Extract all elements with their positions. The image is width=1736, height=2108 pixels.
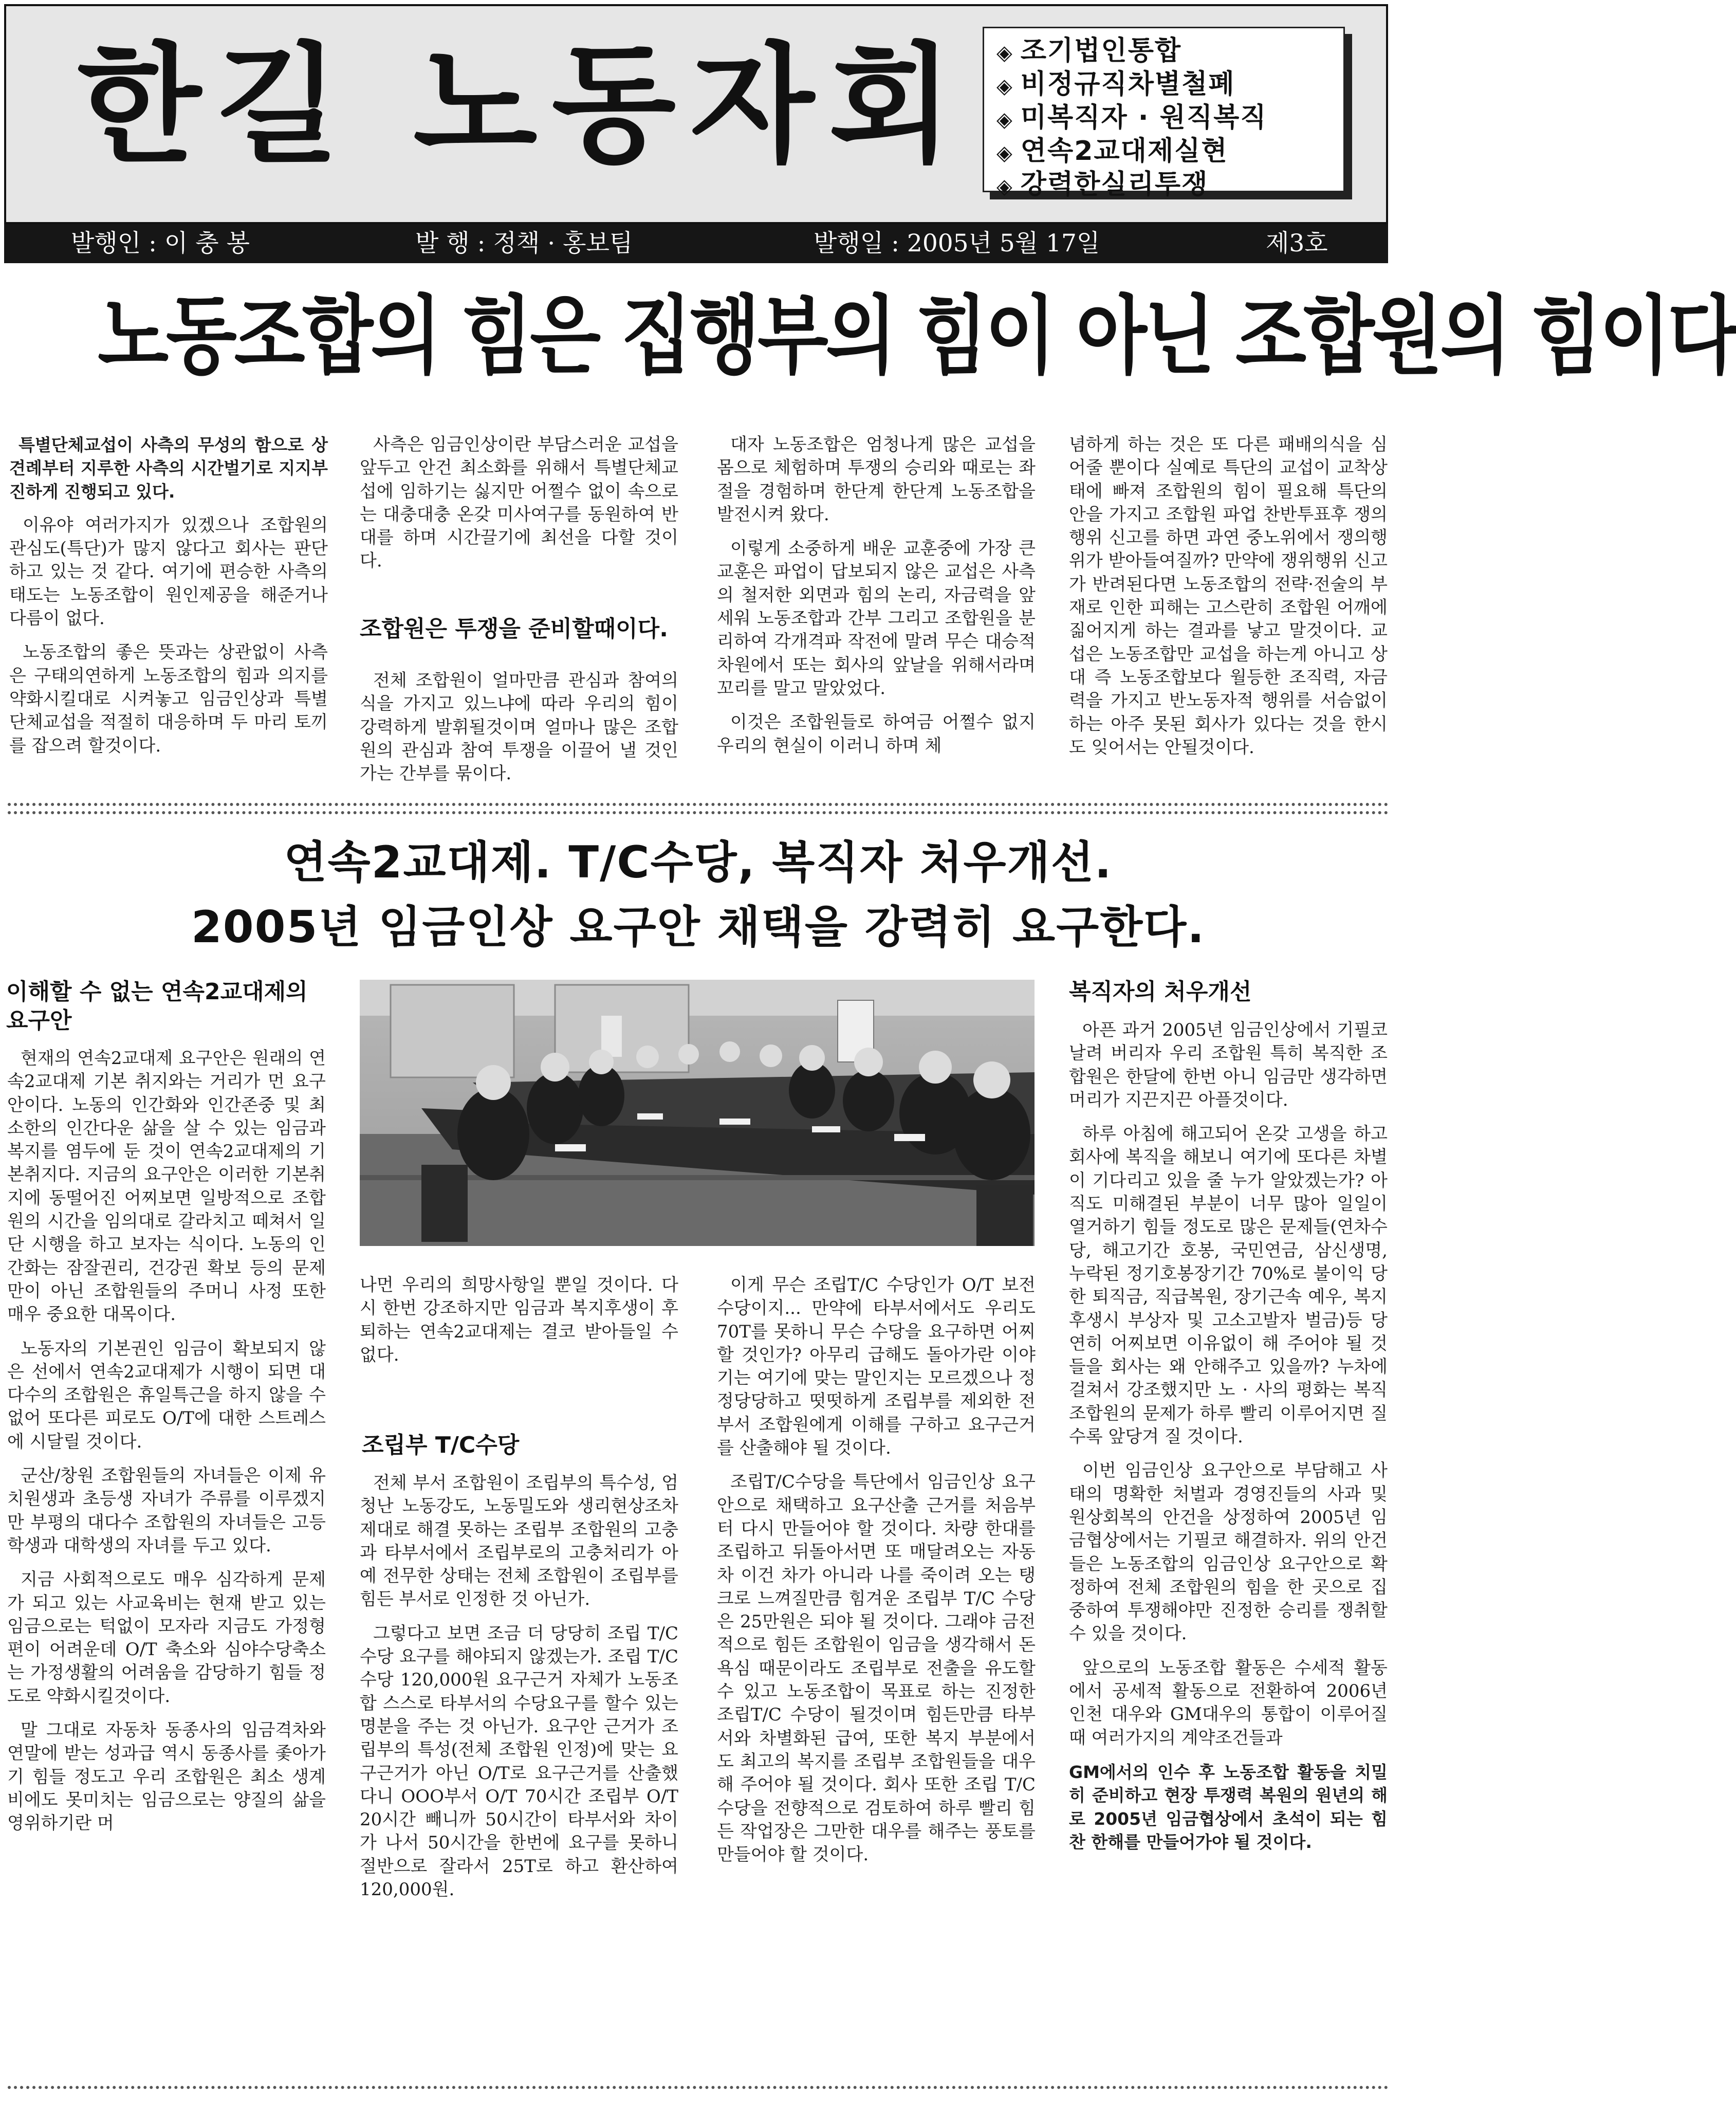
slogan-item: ◈ 강력한실리투쟁 bbox=[996, 169, 1209, 200]
diamond-bullet-icon: ◈ bbox=[996, 175, 1013, 198]
slogan-item: ◈ 미복직자 · 원직복직 bbox=[996, 102, 1267, 133]
article2-column-4 bbox=[1069, 1019, 1388, 1864]
section-subhead: 조립부 T/C수당 bbox=[362, 1432, 520, 1458]
diamond-bullet-icon: ◈ bbox=[996, 41, 1013, 65]
diamond-bullet-icon: ◈ bbox=[996, 141, 1013, 165]
paragraph: 군산/창원 조합원들의 자녀들은 이제 유치원생과 초등생 자녀가 주류를 이루겠지만 부평의 대다수 조합원의 자녀들은 고등학생과 대학생의 자녀를 두고 있다. bbox=[7, 1465, 326, 1556]
meeting-photo-illustration bbox=[360, 980, 1035, 1246]
paragraph: 노동자의 기본권인 임금이 확보되지 않은 선에서 연속2교대제가 시행이 되면 대다수의 조합원은 휴일특근을 하지 않을 수 없어 또다른 피로도 O/T에 대한 스트레스에 시달릴 것이다. bbox=[7, 1338, 326, 1452]
section-subhead: 이해할 수 없는 연속2교대제의 요구안 bbox=[6, 979, 308, 1034]
slogan-item: ◈ 비정규직차별철폐 bbox=[996, 69, 1235, 100]
diamond-bullet-icon: ◈ bbox=[996, 75, 1013, 98]
paragraph: 하루 아침에 해고되어 온갖 고생을 하고 회사에 복직을 해보니 여기에 또다른 차별이 기다리고 있을 줄 누가 알았겠는가? 아직도 미해결된 부분이 너무 많아 일일이 열거하기 힘들 정도로 많은 문제들(연차수당, 해고기간 호봉, 국민연금, 삼신생명, 누락된 정기호봉장기간 70%로 불이익 당한 퇴직금, 직급복원, 장기근속 예우, 복지후생시 부상자 및 고소고발자 벌금)등 당연히 어찌보면 이유없이 해 주어야 될 것들을 회사는 왜 안해주고 있을까? 누차에 걸쳐서 강조했지만 노 · 사의 평화는 복직 조합원의 문제가 하루 빨리 이루어지면 질수록 앞당겨 질 것이다. bbox=[1069, 1124, 1388, 1447]
paragraph: 이게 무슨 조립T/C 수당인가 O/T 보전수당이지... 만약에 타부서에서도 우리도 70T를 못하니 무슨 수당을 요구하면 어찌 할 것인가? 아무리 급해도 돌아가란 이야기는 여기에 맞는 말인지는 모르겠으나 정정당당하고 떳떳하게 조립부를 제외한 전 부서 조합원에게 이해를 구하고 요구근거를 산출해야 될 것이다. bbox=[717, 1275, 1036, 1459]
article2-column-3 bbox=[717, 1274, 1036, 1877]
paragraph: 이유야 여러가지가 있겠으나 조합원의 관심도(특단)가 많지 않다고 회사는 판단하고 있는 것 같다. 여기에 편승한 사측의 태도는 노동조합이 원인제공을 해준거나 다름이 없다. bbox=[9, 515, 328, 629]
second-headline bbox=[0, 830, 1396, 960]
diamond-bullet-icon: ◈ bbox=[996, 108, 1013, 132]
paragraph: 지금 사회적으로도 매우 심각하게 문제가 되고 있는 사교육비는 현재 받고 있는 임금으로는 턱없이 모자라 지금도 가정형편이 어려운데 O/T 축소와 심야수당축소는 가정생활의 어려움을 감당하기 힘들 정도로 약화시킬것이다. bbox=[7, 1569, 326, 1707]
article1-column-3 bbox=[717, 433, 1036, 768]
paragraph: 전체 부서 조합원이 조립부의 특수성, 엄청난 노동강도, 노동밀도와 생리현상조차 제대로 해결 못하는 조립부 조합원의 고충과 타부서에서 조립부로의 고충처리가 아예 전무한 상태는 전체 조합원이 조립부를 힘든 부서로 인정한 것 아닌가. bbox=[360, 1473, 678, 1610]
paragraph: 말 그대로 자동차 동종사의 임금격차와 연말에 받는 성과급 역시 동종사를 좇아가기 힘들 정도고 우리 조합원은 최소 생계비에도 못미치는 임금으로는 양질의 삶을 영위하기란 머 bbox=[7, 1720, 326, 1834]
closing-bold-paragraph: GM에서의 인수 후 노동조합 활동을 치밀히 준비하고 현장 투쟁력 복원의 원년의 해로 2005년 임금협상에서 초석이 되는 힘찬 한해를 만들어가야 될 것이다. bbox=[1069, 1762, 1388, 1852]
paragraph: 현재의 연속2교대제 요구안은 원래의 연속2교대제 기본 취지와는 거리가 먼 요구안이다. 노동의 인간화와 인간존중 및 최소한의 인간다운 삶을 살 수 있는 임금과 복지를 염두에 둔 것이 연속2교대제의 기본취지다. 지금의 요구안은 이러한 기본취지에 동떨어진 어찌보면 일방적으로 조합원의 시간을 임의대로 갈라치고 떼쳐서 일단 시행을 하고 보자는 식이다. 노동의 인간화는 잠잘권리, 건강권 확보 등의 문제만이 아닌 조합원들의 주머니 사정 또한 매우 중요한 대목이다. bbox=[7, 1048, 326, 1325]
dotted-divider bbox=[8, 811, 1389, 814]
article1-column-4 bbox=[1069, 433, 1388, 770]
article1-column-2b bbox=[360, 669, 678, 796]
headline-line-2: 2005년 임금인상 요구안 채택을 강력히 요구한다. bbox=[191, 902, 1206, 953]
publication-info-bar bbox=[4, 224, 1388, 263]
paragraph: 이렇게 소중하게 배운 교훈중에 가장 큰 교훈은 파업이 답보되지 않은 교섭은 사측의 철저한 외면과 힘의 논리, 자금력을 앞세워 노동조합과 간부 그리고 조합원을 분리하여 각개격파 작전에 말려 무슨 대승적차원에서 또는 회사의 앞날을 위해서라며 꼬리를 말고 말았었다. bbox=[717, 538, 1036, 699]
main-headline: 노동조합의 힘은 집행부의 힘이 아닌 조합원의 힘이다 bbox=[98, 287, 1736, 386]
headline-line-1: 연속2교대제. T/C수당, 복직자 처우개선. bbox=[284, 837, 1113, 888]
issuer: 발 행 : 정책 · 홍보팀 bbox=[415, 229, 633, 258]
section-subhead: 복직자의 처우개선 bbox=[1069, 979, 1252, 1005]
meeting-photo bbox=[360, 980, 1035, 1246]
paragraph: 사측은 임금인상이란 부담스러운 교섭을 앞두고 안건 최소화를 위해서 특별단체교섭에 임하기는 싫지만 어쩔수 없이 속으로는 대충대충 온갖 미사여구를 동원하여 반대를 하며 시간끌기에 최선을 다할 것이다. bbox=[360, 434, 678, 572]
article2-column-2b bbox=[360, 1472, 678, 1912]
dotted-divider bbox=[8, 803, 1389, 806]
paragraph: 그렇다고 보면 조금 더 당당히 조립 T/C수당 요구를 해야되지 않겠는가. 조립 T/C수당 120,000원 요구근거 자체가 노동조합 스스로 타부서의 수당요구를 할수 있는 명분을 주는 것 아닌가. 요구안 근거가 조립부의 특성(전체 조합원 인정)에 맞는 요구근거가 아닌 O/T로 요구근거를 산출했다니 OOO부서 O/T 70시간 조립부 O/T 20시간 빼니까 50시간이 타부서와 차이가 나서 50시간을 한번에 요구를 못하니 절반으로 잘라서 25T로 하고 환산하여 120,000원. bbox=[360, 1623, 678, 1900]
paragraph: 노동조합의 좋은 뜻과는 상관없이 사측은 구태의연하게 노동조합의 힘과 의지를 약화시킬대로 시켜놓고 임금인상과 특별단체교섭을 적절히 대응하며 두 마리 토끼를 잡으려 할것이다. bbox=[9, 642, 328, 756]
slogan-box bbox=[983, 27, 1345, 200]
paragraph: 이번 임금인상 요구안으로 부담해고 사태의 명확한 처벌과 경영진들의 사과 및 원상회복의 안건을 상정하여 2005년 임금협상에서는 기필코 해결하자. 위의 안건들은 노동조합의 임금인상 요구안으로 확정하여 전체 조합원의 힘을 한 곳으로 집중하여 투쟁해야만 진정한 승리를 쟁취할 수 있을 것이다. bbox=[1069, 1460, 1388, 1644]
slogan-item: ◈ 연속2교대제실현 bbox=[996, 136, 1228, 167]
article2-column-1 bbox=[7, 1047, 326, 1846]
article1-column-1 bbox=[9, 433, 328, 768]
paragraph: 조립T/C수당을 특단에서 임금인상 요구안으로 채택하고 요구산출 근거를 처음부터 다시 만들어야 할 것이다. 차량 한대를 조립하고 뒤돌아서면 또 매달려오는 자동차 이건 차가 아니라 나를 죽이려 오는 탱크로 느껴질만큼 힘겨운 조립부 T/C 수당은 25만원은 되야 될 것이다. 그래야 금전적으로 힘든 조합원이 임금을 생각해서 돈욕심 때문이라도 조립부로 전출을 유도할 수 있고 노동조합이 목표로 하는 진정한 조립T/C 수당이 될것이며 힘든만큼 타부서와 차별화된 급여, 또한 복지 부분에서도 최고의 복지를 조립부 조합원들을 대우해 주어야 될 것이다. 회사 또한 조립 T/C수당을 전향적으로 검토하여 하루 빨리 힘든 작업장은 그만한 대우를 해주는 풍토를 만들어야 할 것이다. bbox=[717, 1472, 1036, 1865]
newsletter-title: 한길 노동자회 bbox=[77, 30, 968, 180]
paragraph: 나먼 우리의 희망사항일 뿐일 것이다. 다시 한번 강조하지만 임금과 복지후생이 후퇴하는 연속2교대제는 결코 받아들일 수 없다. bbox=[360, 1275, 678, 1365]
paragraph: 앞으로의 노동조합 활동은 수세적 활동에서 공세적 활동으로 전환하여 2006년 인천 대우와 GM대우의 통합이 이루어질 때 여러가지의 계약조건들과 bbox=[1069, 1657, 1388, 1748]
publisher: 발행인 : 이 충 봉 bbox=[71, 229, 250, 258]
issue-date: 발행일 : 2005년 5월 17일 bbox=[814, 229, 1100, 258]
article2-column-2 bbox=[360, 1274, 678, 1378]
lead-paragraph: 특별단체교섭이 사측의 무성의 함으로 상견례부터 지루한 사측의 시간벌기로 지지부진하게 진행되고 있다. bbox=[9, 435, 328, 502]
article1-column-2 bbox=[360, 433, 678, 584]
dotted-divider bbox=[8, 2086, 1389, 2089]
paragraph: 전체 조합원이 얼마만큼 관심과 참여의식을 가지고 있느냐에 따라 우리의 힘이 강력하게 발휘될것이며 얼마나 많은 조합원의 관심과 참여 투쟁을 이끌어 낼 것인가는 간부를 묶이다. bbox=[360, 670, 678, 784]
paragraph: 아픈 과거 2005년 임금인상에서 기필코 날려 버리자 우리 조합원 특히 복직한 조합원은 한달에 한번 아니 임금만 생각하면 머리가 지끈지끈 아플것이다. bbox=[1069, 1020, 1388, 1110]
section-subhead: 조합원은 투쟁을 준비할때이다. bbox=[360, 616, 668, 642]
issue-number: 제3호 bbox=[1266, 229, 1328, 258]
paragraph: 이것은 조합원들로 하여금 어쩔수 없지 우리의 현실이 이러니 하며 체 bbox=[717, 712, 1036, 756]
slogan-item: ◈ 조기법인통합 bbox=[996, 35, 1182, 66]
paragraph: 념하게 하는 것은 또 다른 패배의식을 심어줄 뿐이다 실예로 특단의 교섭이 교착상태에 빠져 조합원의 힘이 필요해 특단의 안을 가지고 조합원 파업 찬반투표후 쟁의행위 신고를 하면 과연 중노위에서 쟁의행위가 받아들여질까? 만약에 쟁위행위 신고가 반려된다면 노동조합의 전략·전술의 부재로 인한 피해는 고스란히 조합원 어깨에 짊어지게 하는 결과를 낳고 말것이다. 교섭은 노동조합만 교섭을 하는게 아니고 상대 즉 노동조합보다 월등한 조직력, 자금력을 가지고 반노동자적 행위를 서슴없이 하는 아주 못된 회사가 있다는 것을 한시도 잊어서는 안될것이다. bbox=[1069, 434, 1388, 758]
paragraph: 대자 노동조합은 엄청나게 많은 교섭을 몸으로 체험하며 투쟁의 승리와 때로는 좌절을 경험하며 한단계 한단계 노동조합을 발전시켜 왔다. bbox=[717, 434, 1036, 525]
